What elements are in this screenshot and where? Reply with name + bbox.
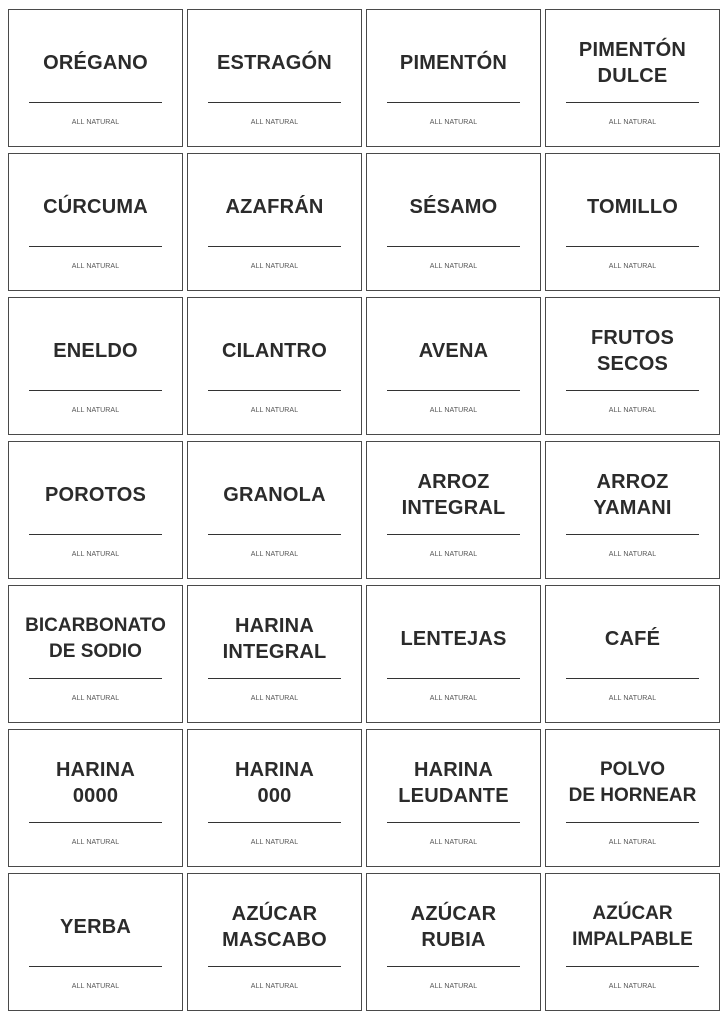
- label-tagline: ALL NATURAL: [608, 983, 657, 990]
- label-divider: [387, 102, 520, 103]
- label-tagline: ALL NATURAL: [250, 983, 299, 990]
- label-name: ORÉGANO: [43, 52, 148, 74]
- label-tagline: ALL NATURAL: [250, 263, 299, 270]
- label-divider: [208, 678, 341, 679]
- label-tagline: ALL NATURAL: [429, 119, 478, 126]
- label-name: PIMENTÓN: [399, 52, 508, 74]
- label-tagline: ALL NATURAL: [71, 263, 120, 270]
- label-card: [545, 873, 720, 1011]
- label-divider: [387, 534, 520, 535]
- label-divider: [566, 390, 699, 391]
- label-card: [187, 441, 362, 579]
- label-tagline: ALL NATURAL: [71, 983, 120, 990]
- label-card: [8, 873, 183, 1011]
- label-divider: [208, 966, 341, 967]
- label-card: [187, 873, 362, 1011]
- label-name: POROTOS: [44, 484, 147, 506]
- label-name: POLVO DE HORNEAR: [568, 759, 697, 806]
- label-card: [187, 297, 362, 435]
- label-tagline: ALL NATURAL: [429, 695, 478, 702]
- label-tagline: ALL NATURAL: [429, 407, 478, 414]
- label-tagline: ALL NATURAL: [429, 983, 478, 990]
- label-divider: [29, 102, 162, 103]
- label-card: [8, 153, 183, 291]
- label-divider: [29, 822, 162, 823]
- label-divider: [29, 678, 162, 679]
- label-card: [366, 297, 541, 435]
- label-tagline: ALL NATURAL: [71, 551, 120, 558]
- label-name: LENTEJAS: [400, 628, 507, 650]
- label-tagline: ALL NATURAL: [608, 839, 657, 846]
- label-name: FRUTOS SECOS: [590, 327, 675, 375]
- label-divider: [566, 534, 699, 535]
- label-tagline: ALL NATURAL: [250, 119, 299, 126]
- label-tagline: ALL NATURAL: [429, 839, 478, 846]
- label-divider: [29, 390, 162, 391]
- label-card: [187, 729, 362, 867]
- label-name: ESTRAGÓN: [217, 52, 332, 74]
- label-divider: [566, 678, 699, 679]
- label-tagline: ALL NATURAL: [429, 263, 478, 270]
- label-tagline: ALL NATURAL: [608, 407, 657, 414]
- label-tagline: ALL NATURAL: [71, 695, 120, 702]
- label-tagline: ALL NATURAL: [250, 839, 299, 846]
- label-divider: [387, 246, 520, 247]
- label-name: AZÚCAR RUBIA: [410, 903, 497, 951]
- label-divider: [208, 246, 341, 247]
- label-divider: [29, 534, 162, 535]
- label-card: [187, 153, 362, 291]
- label-divider: [566, 102, 699, 103]
- label-card: [545, 441, 720, 579]
- label-card: [366, 585, 541, 723]
- label-tagline: ALL NATURAL: [71, 119, 120, 126]
- label-name: BICARBONATO DE SODIO: [25, 615, 166, 662]
- label-tagline: ALL NATURAL: [250, 407, 299, 414]
- label-card: [187, 585, 362, 723]
- label-name: HARINA INTEGRAL: [222, 615, 327, 663]
- label-card: [8, 9, 183, 147]
- label-name: ENELDO: [53, 340, 138, 362]
- label-name: ARROZ INTEGRAL: [401, 471, 506, 519]
- label-name: CILANTRO: [222, 340, 327, 362]
- label-card: [545, 153, 720, 291]
- label-card: [545, 585, 720, 723]
- label-divider: [387, 390, 520, 391]
- label-tagline: ALL NATURAL: [250, 695, 299, 702]
- label-divider: [208, 534, 341, 535]
- label-name: AZÚCAR IMPALPABLE: [572, 903, 693, 950]
- label-divider: [208, 822, 341, 823]
- label-card: [545, 297, 720, 435]
- label-name: GRANOLA: [223, 484, 326, 506]
- label-name: AVENA: [418, 340, 489, 362]
- label-divider: [387, 966, 520, 967]
- label-tagline: ALL NATURAL: [429, 551, 478, 558]
- label-name: AZAFRÁN: [225, 196, 324, 218]
- label-card: [187, 9, 362, 147]
- label-tagline: ALL NATURAL: [608, 695, 657, 702]
- label-tagline: ALL NATURAL: [250, 551, 299, 558]
- label-name: ARROZ YAMANI: [593, 471, 672, 519]
- label-name: HARINA LEUDANTE: [398, 759, 509, 807]
- label-tagline: ALL NATURAL: [71, 839, 120, 846]
- label-name: CAFÉ: [604, 628, 661, 650]
- label-card: [366, 873, 541, 1011]
- label-tagline: ALL NATURAL: [608, 119, 657, 126]
- label-divider: [566, 246, 699, 247]
- label-card: [366, 153, 541, 291]
- label-tagline: ALL NATURAL: [71, 407, 120, 414]
- label-name: PIMENTÓN DULCE: [578, 39, 687, 87]
- label-name: SÉSAMO: [409, 196, 498, 218]
- label-name: TOMILLO: [586, 196, 679, 218]
- label-card: [545, 9, 720, 147]
- label-name: HARINA 000: [235, 759, 314, 807]
- label-name: CÚRCUMA: [43, 196, 148, 218]
- label-tagline: ALL NATURAL: [608, 263, 657, 270]
- label-grid: [8, 9, 720, 1014]
- label-card: [8, 297, 183, 435]
- label-divider: [566, 966, 699, 967]
- label-divider: [208, 102, 341, 103]
- label-tagline: ALL NATURAL: [608, 551, 657, 558]
- label-card: [366, 729, 541, 867]
- label-name: YERBA: [59, 916, 131, 938]
- label-card: [8, 729, 183, 867]
- label-divider: [387, 822, 520, 823]
- label-name: AZÚCAR MASCABO: [222, 903, 327, 951]
- label-divider: [566, 822, 699, 823]
- label-card: [8, 441, 183, 579]
- label-card: [545, 729, 720, 867]
- label-card: [366, 9, 541, 147]
- label-divider: [208, 390, 341, 391]
- label-divider: [387, 678, 520, 679]
- label-card: [8, 585, 183, 723]
- label-divider: [29, 246, 162, 247]
- label-name: HARINA 0000: [56, 759, 135, 807]
- label-card: [366, 441, 541, 579]
- label-divider: [29, 966, 162, 967]
